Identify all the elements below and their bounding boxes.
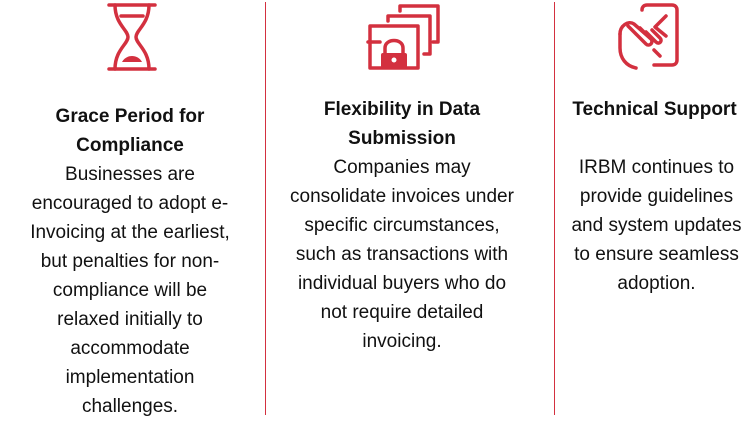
locked-documents-icon	[366, 2, 442, 74]
feature-title: Technical Support	[572, 99, 737, 120]
feature-description: Companies may consolidate invoices under specific circumstances, such as transactions with individual buyers who do not require detailed invoicing.	[290, 157, 514, 352]
feature-description: Businesses are encouraged to adopt e-Invoicing at the earliest, but penalties for non-compliance will be relaxed initially to accommodate implementation challenges.	[30, 164, 230, 417]
feature-technical-support	[556, 0, 753, 443]
feature-grace-period	[0, 0, 264, 443]
column-divider	[554, 2, 555, 415]
hourglass-icon	[106, 2, 158, 72]
touch-tablet-icon	[616, 2, 680, 72]
feature-title: Flexibility in Data Submission	[323, 99, 481, 149]
feature-description: IRBM continues to provide guidelines and system updates to ensure seamless adoption.	[571, 157, 742, 294]
feature-title: Grace Period for Compliance	[55, 106, 205, 156]
feature-data-flexibility	[268, 0, 554, 443]
column-divider	[265, 2, 266, 415]
